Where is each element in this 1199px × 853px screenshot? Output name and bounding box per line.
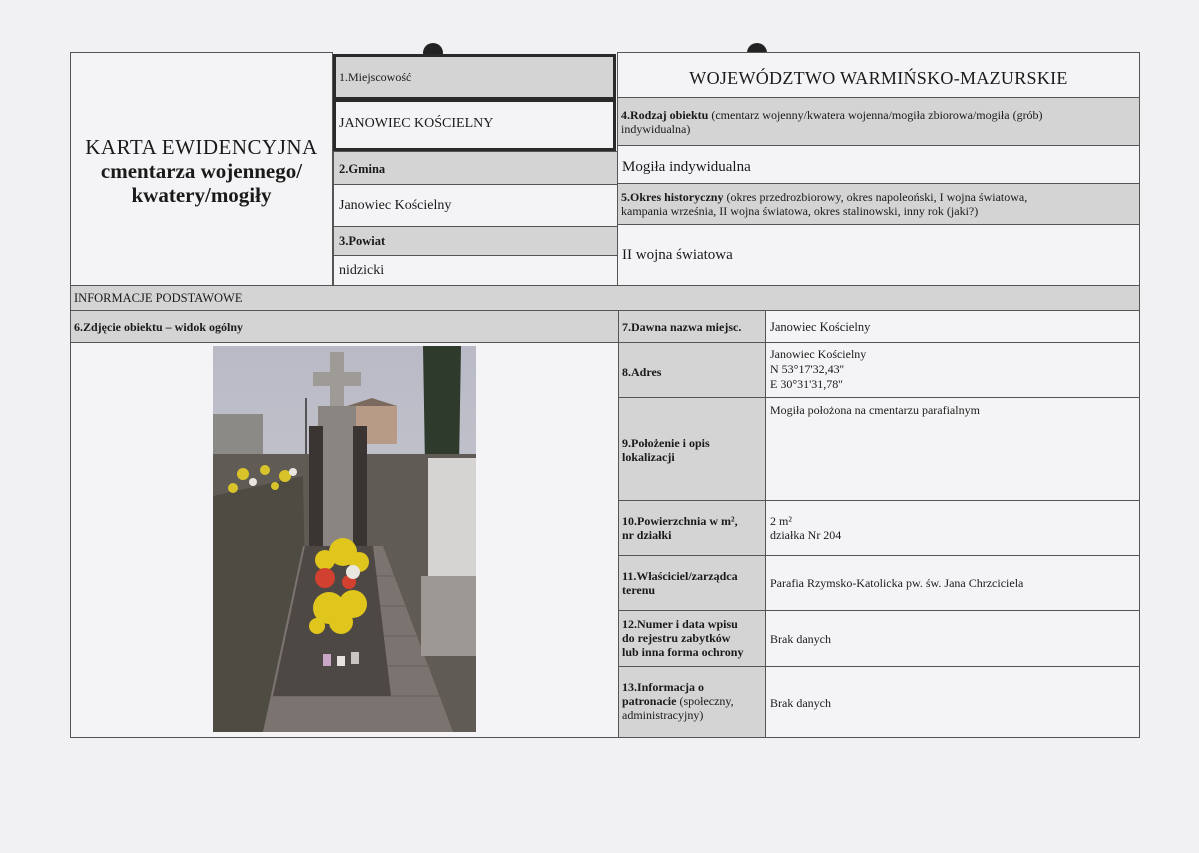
adres-line2: N 53°17'32,43''	[770, 362, 844, 376]
polozenie-value: Mogiła położona na cmentarzu parafialnym	[770, 403, 980, 417]
wlasciciel-label-line1: 11.Właściciel/zarządca	[622, 569, 738, 583]
section-info-title: INFORMACJE PODSTAWOWE	[74, 291, 243, 305]
rodzaj-label-title: 4.Rodzaj obiektu	[621, 108, 709, 122]
patronat-label	[622, 680, 734, 722]
patronat-label-line2	[622, 694, 734, 708]
polozenie-label-line1: 9.Położenie i opis	[622, 436, 710, 450]
region-title: WOJEWÓDZTWO WARMIŃSKO-MAZURSKIE	[689, 68, 1068, 88]
polozenie-label-line2: lokalizacji	[622, 450, 675, 464]
card-title	[70, 135, 333, 207]
powiat-value: nidzicki	[339, 263, 385, 278]
powierzchnia-value	[770, 514, 841, 542]
patronat-label-line1: 13.Informacja o	[622, 680, 704, 694]
okres-label-note-a: (okres przedrozbiorowy, okres napoleoński, I wojna światowa,	[726, 190, 1028, 204]
rejestr-label	[622, 617, 743, 659]
adres-line1: Janowiec Kościelny	[770, 347, 867, 361]
wlasciciel-label-line2: terenu	[622, 583, 656, 597]
polozenie-label	[622, 436, 710, 464]
gmina-label: 2.Gmina	[339, 162, 386, 176]
powierzchnia-label	[622, 514, 738, 542]
okres-value: II wojna światowa	[622, 247, 733, 263]
rodzaj-value: Mogiła indywidualna	[622, 159, 751, 175]
rejestr-label-line3: lub inna forma ochrony	[622, 645, 744, 659]
patronat-label-line3: administracyjny)	[622, 708, 704, 722]
photo-label: 6.Zdjęcie obiektu – widok ogólny	[74, 320, 244, 334]
powierzchnia-area: 2 m²	[770, 514, 792, 528]
rodzaj-label-note-b: indywidualna)	[621, 122, 691, 136]
okres-label-note-b: kampania września, II wojna światowa, okres stalinowski, inny rok (jaki?)	[621, 204, 979, 218]
card-title-line3: kwatery/mogiły	[131, 183, 272, 207]
powierzchnia-label-line2: nr działki	[622, 528, 672, 542]
rejestr-value: Brak danych	[770, 632, 831, 646]
card-title-line2: cmentarza wojennego/	[100, 159, 303, 183]
okres-label	[621, 190, 1136, 218]
adres-label: 8.Adres	[622, 365, 662, 379]
grave-photo	[213, 346, 476, 732]
rejestr-label-line2: do rejestru zabytków	[622, 631, 731, 645]
adres-line3: E 30°31'31,78''	[770, 377, 843, 391]
miejscowosc-value: JANOWIEC KOŚCIELNY	[339, 116, 494, 131]
wlasciciel-label	[622, 569, 738, 597]
rodzaj-label-note-a: (cmentarz wojenny/kwatera wojenna/mogiła zbiorowa/mogiła (grób)	[711, 108, 1043, 122]
powierzchnia-plot: działka Nr 204	[770, 528, 842, 542]
miejscowosc-label: 1.Miejscowość	[339, 70, 412, 84]
rejestr-label-line1: 12.Numer i data wpisu	[622, 617, 738, 631]
dawna-value: Janowiec Kościelny	[770, 320, 871, 334]
gmina-value: Janowiec Kościelny	[339, 198, 452, 213]
okres-label-title: 5.Okres historyczny	[621, 190, 724, 204]
patronat-label-word: patronacie	[622, 694, 677, 708]
wlasciciel-value: Parafia Rzymsko-Katolicka pw. św. Jana Chrzciciela	[770, 576, 1024, 590]
card-title-line1: KARTA EWIDENCYJNA	[85, 135, 318, 159]
powiat-label: 3.Powiat	[339, 234, 386, 248]
patronat-label-note: (społeczny,	[679, 694, 734, 708]
rodzaj-label	[621, 108, 1136, 136]
dawna-label: 7.Dawna nazwa miejsc.	[622, 320, 742, 334]
patronat-value: Brak danych	[770, 696, 831, 710]
powierzchnia-label-line1: 10.Powierzchnia w m²,	[622, 514, 738, 528]
adres-value	[770, 347, 866, 392]
